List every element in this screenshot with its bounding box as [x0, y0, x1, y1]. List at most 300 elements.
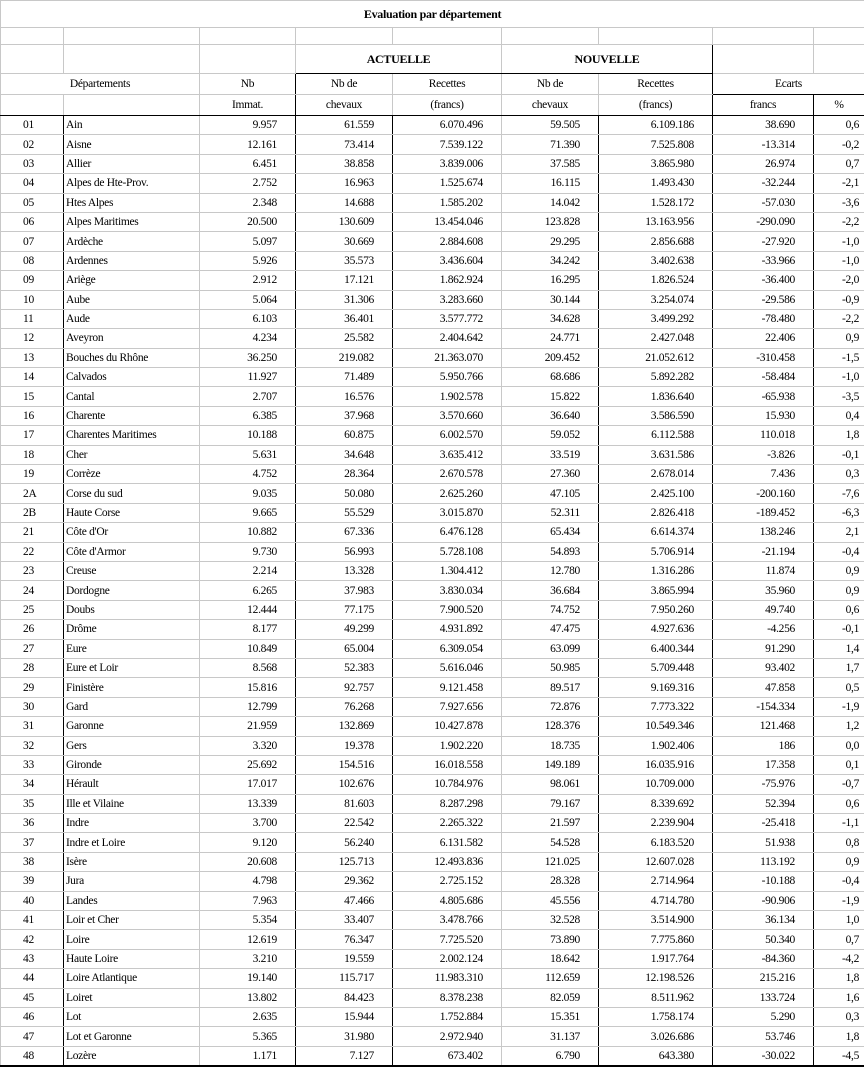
actuelle-chevaux: 125.713	[296, 852, 393, 871]
nouvelle-recettes: 3.026.686	[599, 1027, 713, 1046]
nb-immat: 9.120	[200, 833, 296, 852]
header-nb: Nb	[200, 74, 296, 95]
actuelle-chevaux: 81.603	[296, 794, 393, 813]
nouvelle-chevaux: 18.735	[502, 736, 599, 755]
dept-name: Eure	[64, 639, 200, 658]
dept-code: 43	[1, 949, 64, 968]
table-row	[1, 717, 864, 736]
dept-code: 36	[1, 814, 64, 833]
nb-immat: 9.957	[200, 116, 296, 135]
ecart-pct: -1,0	[814, 251, 864, 270]
nouvelle-recettes: 7.525.808	[599, 135, 713, 154]
dept-code: 42	[1, 930, 64, 949]
dept-name: Ardèche	[64, 232, 200, 251]
nb-immat: 2.214	[200, 561, 296, 580]
actuelle-chevaux: 28.364	[296, 465, 393, 484]
dept-name: Aisne	[64, 135, 200, 154]
actuelle-recettes: 4.931.892	[393, 620, 502, 639]
nouvelle-chevaux: 34.242	[502, 251, 599, 270]
nb-immat: 8.177	[200, 620, 296, 639]
header-actuelle-chevaux: chevaux	[296, 95, 393, 116]
nb-immat: 9.665	[200, 503, 296, 522]
ecart-francs: -27.920	[713, 232, 814, 251]
nouvelle-chevaux: 54.528	[502, 833, 599, 852]
ecart-francs: -78.480	[713, 309, 814, 328]
nb-immat: 6.103	[200, 309, 296, 328]
nb-immat: 2.912	[200, 271, 296, 290]
nb-immat: 3.700	[200, 814, 296, 833]
nouvelle-recettes: 2.427.048	[599, 329, 713, 348]
nouvelle-recettes: 6.183.520	[599, 833, 713, 852]
table-row	[1, 852, 864, 871]
nouvelle-recettes: 643.380	[599, 1046, 713, 1066]
dept-code: 17	[1, 426, 64, 445]
ecart-pct: -6,3	[814, 503, 864, 522]
dept-name: Finistère	[64, 678, 200, 697]
actuelle-chevaux: 36.401	[296, 309, 393, 328]
nb-immat: 9.730	[200, 542, 296, 561]
dept-code: 05	[1, 193, 64, 212]
dept-name: Hérault	[64, 775, 200, 794]
nouvelle-recettes: 8.511.962	[599, 988, 713, 1007]
ecart-francs: 121.468	[713, 717, 814, 736]
actuelle-recettes: 7.927.656	[393, 697, 502, 716]
ecart-pct: -1,9	[814, 891, 864, 910]
dept-code: 35	[1, 794, 64, 813]
table-row	[1, 542, 864, 561]
nouvelle-chevaux: 71.390	[502, 135, 599, 154]
dept-name: Gironde	[64, 755, 200, 774]
dept-name: Doubs	[64, 600, 200, 619]
ecart-francs: -29.586	[713, 290, 814, 309]
actuelle-recettes: 7.900.520	[393, 600, 502, 619]
ecart-francs: -189.452	[713, 503, 814, 522]
dept-name: Lot et Garonne	[64, 1027, 200, 1046]
ecart-francs: 93.402	[713, 658, 814, 677]
dept-name: Alpes de Hte-Prov.	[64, 174, 200, 193]
actuelle-recettes: 2.972.940	[393, 1027, 502, 1046]
ecart-pct: -2,2	[814, 309, 864, 328]
table-row	[1, 658, 864, 677]
nouvelle-chevaux: 31.137	[502, 1027, 599, 1046]
nb-immat: 5.354	[200, 911, 296, 930]
nb-immat: 1.171	[200, 1046, 296, 1066]
dept-code: 19	[1, 465, 64, 484]
actuelle-chevaux: 29.362	[296, 872, 393, 891]
nouvelle-recettes: 1.836.640	[599, 387, 713, 406]
actuelle-recettes: 5.950.766	[393, 368, 502, 387]
table-row	[1, 232, 864, 251]
ecart-pct: 0,8	[814, 833, 864, 852]
ecart-pct: 0,0	[814, 736, 864, 755]
table-row	[1, 1007, 864, 1026]
ecart-francs: -154.334	[713, 697, 814, 716]
nouvelle-chevaux: 128.376	[502, 717, 599, 736]
nouvelle-recettes: 2.826.418	[599, 503, 713, 522]
ecart-pct: -0,7	[814, 775, 864, 794]
nb-immat: 17.017	[200, 775, 296, 794]
dept-code: 06	[1, 212, 64, 231]
ecart-pct: -4,5	[814, 1046, 864, 1066]
dept-code: 2B	[1, 503, 64, 522]
ecart-pct: -2,0	[814, 271, 864, 290]
ecart-francs: -75.976	[713, 775, 814, 794]
dept-code: 38	[1, 852, 64, 871]
ecart-pct: 1,6	[814, 988, 864, 1007]
nouvelle-chevaux: 47.105	[502, 484, 599, 503]
table-row	[1, 174, 864, 193]
ecart-francs: -4.256	[713, 620, 814, 639]
dept-code: 04	[1, 174, 64, 193]
table-row	[1, 193, 864, 212]
nouvelle-recettes: 12.607.028	[599, 852, 713, 871]
dept-name: Loire Atlantique	[64, 969, 200, 988]
ecart-francs: 11.874	[713, 561, 814, 580]
actuelle-recettes: 21.363.070	[393, 348, 502, 367]
ecart-francs: -33.966	[713, 251, 814, 270]
dept-code: 16	[1, 406, 64, 425]
ecart-pct: 1,8	[814, 426, 864, 445]
actuelle-chevaux: 19.559	[296, 949, 393, 968]
table-row	[1, 484, 864, 503]
ecart-pct: 0,1	[814, 755, 864, 774]
nouvelle-recettes: 8.339.692	[599, 794, 713, 813]
dept-name: Gard	[64, 697, 200, 716]
actuelle-chevaux: 13.328	[296, 561, 393, 580]
actuelle-chevaux: 14.688	[296, 193, 393, 212]
nouvelle-recettes: 2.714.964	[599, 872, 713, 891]
nb-immat: 12.799	[200, 697, 296, 716]
ecart-pct: 0,9	[814, 852, 864, 871]
table-row	[1, 930, 864, 949]
table-row	[1, 290, 864, 309]
table-row	[1, 775, 864, 794]
table-row	[1, 755, 864, 774]
dept-code: 15	[1, 387, 64, 406]
actuelle-chevaux: 67.336	[296, 523, 393, 542]
nb-immat: 4.752	[200, 465, 296, 484]
nouvelle-chevaux: 28.328	[502, 872, 599, 891]
sheet-title: Evaluation par département	[1, 1, 864, 28]
dept-code: 12	[1, 329, 64, 348]
actuelle-recettes: 3.570.660	[393, 406, 502, 425]
nouvelle-recettes: 21.052.612	[599, 348, 713, 367]
actuelle-recettes: 2.404.642	[393, 329, 502, 348]
nb-immat: 21.959	[200, 717, 296, 736]
table-row	[1, 620, 864, 639]
ecart-francs: 22.406	[713, 329, 814, 348]
ecart-francs: 133.724	[713, 988, 814, 1007]
dept-code: 33	[1, 755, 64, 774]
actuelle-chevaux: 154.516	[296, 755, 393, 774]
actuelle-recettes: 2.884.608	[393, 232, 502, 251]
table-row	[1, 697, 864, 716]
dept-code: 45	[1, 988, 64, 1007]
ecart-francs: -25.418	[713, 814, 814, 833]
dept-code: 39	[1, 872, 64, 891]
dept-name: Lot	[64, 1007, 200, 1026]
ecart-francs: -290.090	[713, 212, 814, 231]
nb-immat: 13.339	[200, 794, 296, 813]
actuelle-chevaux: 52.383	[296, 658, 393, 677]
dept-name: Htes Alpes	[64, 193, 200, 212]
actuelle-chevaux: 50.080	[296, 484, 393, 503]
ecart-francs: 17.358	[713, 755, 814, 774]
actuelle-chevaux: 102.676	[296, 775, 393, 794]
nouvelle-recettes: 3.631.586	[599, 445, 713, 464]
header-actuelle-nb-de: Nb de	[296, 74, 393, 95]
actuelle-recettes: 1.304.412	[393, 561, 502, 580]
table-row	[1, 154, 864, 173]
table-row	[1, 251, 864, 270]
dept-code: 22	[1, 542, 64, 561]
actuelle-chevaux: 60.875	[296, 426, 393, 445]
nouvelle-chevaux: 30.144	[502, 290, 599, 309]
dept-code: 41	[1, 911, 64, 930]
header-nouvelle-nb-de: Nb de	[502, 74, 599, 95]
actuelle-recettes: 7.539.122	[393, 135, 502, 154]
actuelle-recettes: 1.902.220	[393, 736, 502, 755]
nb-immat: 25.692	[200, 755, 296, 774]
dept-name: Ain	[64, 116, 200, 135]
actuelle-recettes: 16.018.558	[393, 755, 502, 774]
actuelle-recettes: 6.002.570	[393, 426, 502, 445]
actuelle-chevaux: 130.609	[296, 212, 393, 231]
dept-code: 2A	[1, 484, 64, 503]
dept-name: Côte d'Armor	[64, 542, 200, 561]
actuelle-chevaux: 55.529	[296, 503, 393, 522]
dept-name: Dordogne	[64, 581, 200, 600]
actuelle-chevaux: 73.414	[296, 135, 393, 154]
ecart-pct: -1,0	[814, 232, 864, 251]
table-row	[1, 949, 864, 968]
nouvelle-recettes: 10.549.346	[599, 717, 713, 736]
actuelle-recettes: 12.493.836	[393, 852, 502, 871]
nb-immat: 6.385	[200, 406, 296, 425]
nouvelle-recettes: 1.902.406	[599, 736, 713, 755]
dept-code: 18	[1, 445, 64, 464]
actuelle-recettes: 6.309.054	[393, 639, 502, 658]
nouvelle-chevaux: 50.985	[502, 658, 599, 677]
ecart-pct: 2,1	[814, 523, 864, 542]
actuelle-chevaux: 219.082	[296, 348, 393, 367]
ecart-francs: -3.826	[713, 445, 814, 464]
ecart-francs: -10.188	[713, 872, 814, 891]
dept-name: Ariège	[64, 271, 200, 290]
table-row	[1, 348, 864, 367]
actuelle-chevaux: 76.268	[296, 697, 393, 716]
dept-code: 34	[1, 775, 64, 794]
header-nouvelle-recettes: Recettes	[599, 74, 713, 95]
dept-code: 37	[1, 833, 64, 852]
nb-immat: 10.849	[200, 639, 296, 658]
nouvelle-recettes: 3.865.994	[599, 581, 713, 600]
nb-immat: 2.348	[200, 193, 296, 212]
actuelle-recettes: 5.728.108	[393, 542, 502, 561]
actuelle-recettes: 13.454.046	[393, 212, 502, 231]
header-nouvelle-chevaux: chevaux	[502, 95, 599, 116]
dept-code: 26	[1, 620, 64, 639]
dept-name: Charente	[64, 406, 200, 425]
dept-name: Lozère	[64, 1046, 200, 1066]
table-row	[1, 872, 864, 891]
ecart-francs: 38.690	[713, 116, 814, 135]
ecart-pct: -0,4	[814, 542, 864, 561]
table-row	[1, 135, 864, 154]
header-ecarts-pct: %	[814, 95, 864, 116]
nouvelle-chevaux: 79.167	[502, 794, 599, 813]
nouvelle-recettes: 5.706.914	[599, 542, 713, 561]
nb-immat: 20.608	[200, 852, 296, 871]
dept-code: 31	[1, 717, 64, 736]
ecart-pct: -0,1	[814, 445, 864, 464]
nb-immat: 36.250	[200, 348, 296, 367]
dept-code: 29	[1, 678, 64, 697]
actuelle-recettes: 3.577.772	[393, 309, 502, 328]
dept-code: 40	[1, 891, 64, 910]
ecart-francs: -57.030	[713, 193, 814, 212]
table-row	[1, 794, 864, 813]
actuelle-recettes: 1.752.884	[393, 1007, 502, 1026]
actuelle-recettes: 6.476.128	[393, 523, 502, 542]
ecart-pct: -1,9	[814, 697, 864, 716]
dept-name: Eure et Loir	[64, 658, 200, 677]
ecart-pct: -2,2	[814, 212, 864, 231]
actuelle-chevaux: 37.983	[296, 581, 393, 600]
nouvelle-chevaux: 24.771	[502, 329, 599, 348]
ecart-pct: 0,6	[814, 794, 864, 813]
ecart-francs: 35.960	[713, 581, 814, 600]
ecart-pct: 0,5	[814, 678, 864, 697]
table-row	[1, 329, 864, 348]
actuelle-chevaux: 115.717	[296, 969, 393, 988]
nouvelle-recettes: 2.856.688	[599, 232, 713, 251]
nouvelle-recettes: 5.892.282	[599, 368, 713, 387]
table-row	[1, 368, 864, 387]
nb-immat: 10.882	[200, 523, 296, 542]
dept-name: Indre et Loire	[64, 833, 200, 852]
actuelle-recettes: 10.784.976	[393, 775, 502, 794]
table-row	[1, 309, 864, 328]
nouvelle-chevaux: 65.434	[502, 523, 599, 542]
nouvelle-recettes: 16.035.916	[599, 755, 713, 774]
ecart-pct: -1,5	[814, 348, 864, 367]
ecart-francs: -84.360	[713, 949, 814, 968]
nouvelle-chevaux: 27.360	[502, 465, 599, 484]
dept-code: 14	[1, 368, 64, 387]
nb-immat: 9.035	[200, 484, 296, 503]
nouvelle-recettes: 7.773.322	[599, 697, 713, 716]
nouvelle-recettes: 6.109.186	[599, 116, 713, 135]
nb-immat: 12.444	[200, 600, 296, 619]
table-row	[1, 1027, 864, 1046]
ecart-pct: -0,2	[814, 135, 864, 154]
actuelle-chevaux: 25.582	[296, 329, 393, 348]
ecart-pct: -3,5	[814, 387, 864, 406]
nb-immat: 6.265	[200, 581, 296, 600]
dept-code: 32	[1, 736, 64, 755]
actuelle-chevaux: 19.378	[296, 736, 393, 755]
table-row	[1, 426, 864, 445]
actuelle-recettes: 8.378.238	[393, 988, 502, 1007]
dept-name: Charentes Maritimes	[64, 426, 200, 445]
ecart-francs: 113.192	[713, 852, 814, 871]
nb-immat: 15.816	[200, 678, 296, 697]
nouvelle-chevaux: 63.099	[502, 639, 599, 658]
ecart-francs: -32.244	[713, 174, 814, 193]
nouvelle-chevaux: 6.790	[502, 1046, 599, 1066]
ecart-francs: 50.340	[713, 930, 814, 949]
nb-immat: 2.752	[200, 174, 296, 193]
nb-immat: 4.234	[200, 329, 296, 348]
nouvelle-recettes: 1.826.524	[599, 271, 713, 290]
ecart-francs: 51.938	[713, 833, 814, 852]
nouvelle-recettes: 1.528.172	[599, 193, 713, 212]
dept-code: 10	[1, 290, 64, 309]
actuelle-recettes: 9.121.458	[393, 678, 502, 697]
nouvelle-recettes: 6.614.374	[599, 523, 713, 542]
dept-code: 44	[1, 969, 64, 988]
actuelle-recettes: 6.131.582	[393, 833, 502, 852]
header-actuelle-francs: (francs)	[393, 95, 502, 116]
actuelle-chevaux: 31.980	[296, 1027, 393, 1046]
nouvelle-chevaux: 123.828	[502, 212, 599, 231]
table-row	[1, 212, 864, 231]
nb-immat: 13.802	[200, 988, 296, 1007]
ecart-francs: -90.906	[713, 891, 814, 910]
nb-immat: 5.365	[200, 1027, 296, 1046]
actuelle-chevaux: 76.347	[296, 930, 393, 949]
table-row	[1, 891, 864, 910]
actuelle-recettes: 4.805.686	[393, 891, 502, 910]
dept-name: Calvados	[64, 368, 200, 387]
dept-name: Landes	[64, 891, 200, 910]
actuelle-chevaux: 16.963	[296, 174, 393, 193]
actuelle-recettes: 2.625.260	[393, 484, 502, 503]
actuelle-chevaux: 35.573	[296, 251, 393, 270]
table-row	[1, 406, 864, 425]
ecart-pct: 0,6	[814, 600, 864, 619]
nb-immat: 8.568	[200, 658, 296, 677]
nouvelle-chevaux: 45.556	[502, 891, 599, 910]
nouvelle-recettes: 1.316.286	[599, 561, 713, 580]
actuelle-recettes: 8.287.298	[393, 794, 502, 813]
nouvelle-recettes: 2.239.904	[599, 814, 713, 833]
actuelle-chevaux: 30.669	[296, 232, 393, 251]
ecart-francs: 49.740	[713, 600, 814, 619]
ecart-francs: -30.022	[713, 1046, 814, 1066]
nouvelle-recettes: 3.402.638	[599, 251, 713, 270]
nb-immat: 12.619	[200, 930, 296, 949]
actuelle-recettes: 3.839.006	[393, 154, 502, 173]
dept-name: Cantal	[64, 387, 200, 406]
nouvelle-recettes: 6.400.344	[599, 639, 713, 658]
ecart-pct: 0,3	[814, 465, 864, 484]
actuelle-recettes: 3.478.766	[393, 911, 502, 930]
header-ecarts-francs: francs	[713, 95, 814, 116]
actuelle-chevaux: 65.004	[296, 639, 393, 658]
nouvelle-chevaux: 15.822	[502, 387, 599, 406]
ecart-francs: 5.290	[713, 1007, 814, 1026]
ecart-pct: 1,0	[814, 911, 864, 930]
nouvelle-chevaux: 21.597	[502, 814, 599, 833]
nouvelle-recettes: 7.775.860	[599, 930, 713, 949]
ecart-pct: -0,4	[814, 872, 864, 891]
nouvelle-recettes: 10.709.000	[599, 775, 713, 794]
dept-name: Creuse	[64, 561, 200, 580]
nb-immat: 4.798	[200, 872, 296, 891]
nouvelle-chevaux: 121.025	[502, 852, 599, 871]
